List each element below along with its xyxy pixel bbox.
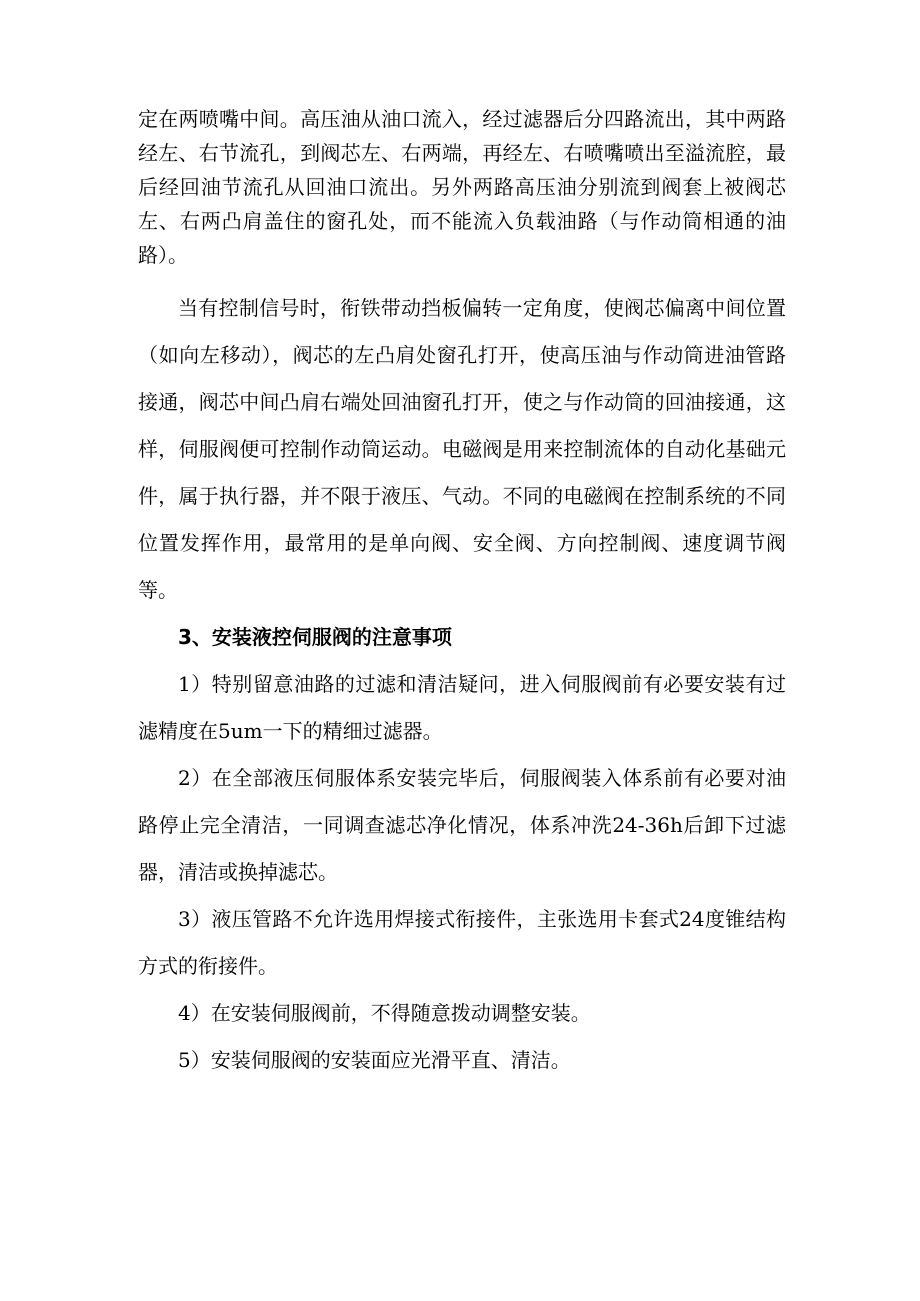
list-item-5: 5）安装伺服阀的安装面应光滑平直、清洁。 — [178, 1048, 571, 1072]
paragraph-control-signal: 当有控制信号时，衔铁带动挡板偏转一定角度，使阀芯偏离中间位置（如向左移动），阀芯的左凸肩处窗孔打开，使高压油与作动筒进油管路接通，阀芯中间凸肩右端处回油窗孔打开，使之与作动筒的回油接通，这样，伺服阀便可控制作动筒运动。电磁阀是用来控制流体的自动化基础元件，属于执行器，并不限于液压、气动。不同的电磁阀在控制系统的不同位置发挥作用，最常用的是单向阀、安全阀、方向控制阀、速度调节阀等。 — [138, 296, 786, 602]
list-item-4: 4）在安装伺服阀前，不得随意拨动调整安装。 — [178, 1001, 591, 1025]
list-item-3: 3）液压管路不允许选用焊接式衔接件，主张选用卡套式24度锥结构方式的衔接件。 — [138, 907, 786, 978]
document-body — [138, 102, 786, 1084]
list-item-1: 1）特别留意油路的过滤和清洁疑问，进入伺服阀前有必要安装有过滤精度在5um一下的精细过滤器。 — [138, 672, 786, 743]
section-heading: 3、安装液控伺服阀的注意事项 — [178, 625, 452, 649]
list-item-2: 2）在全部液压伺服体系安装完毕后，伺服阀装入体系前有必要对油路停止完全清洁，一同调查滤芯净化情况，体系冲洗24-36h后卸下过滤器，清洁或换掉滤芯。 — [138, 766, 786, 884]
paragraph-valve-structure: 定在两喷嘴中间。高压油从油口流入，经过滤器后分四路流出，其中两路经左、右节流孔，到阀芯左、右两端，再经左、右喷嘴喷出至溢流腔，最后经回油节流孔从回油口流出。另外两路高压油分别流到阀套上被阀芯左、右两凸肩盖住的窗孔处，而不能流入负载油路（与作动筒相通的油路）。 — [138, 107, 786, 267]
